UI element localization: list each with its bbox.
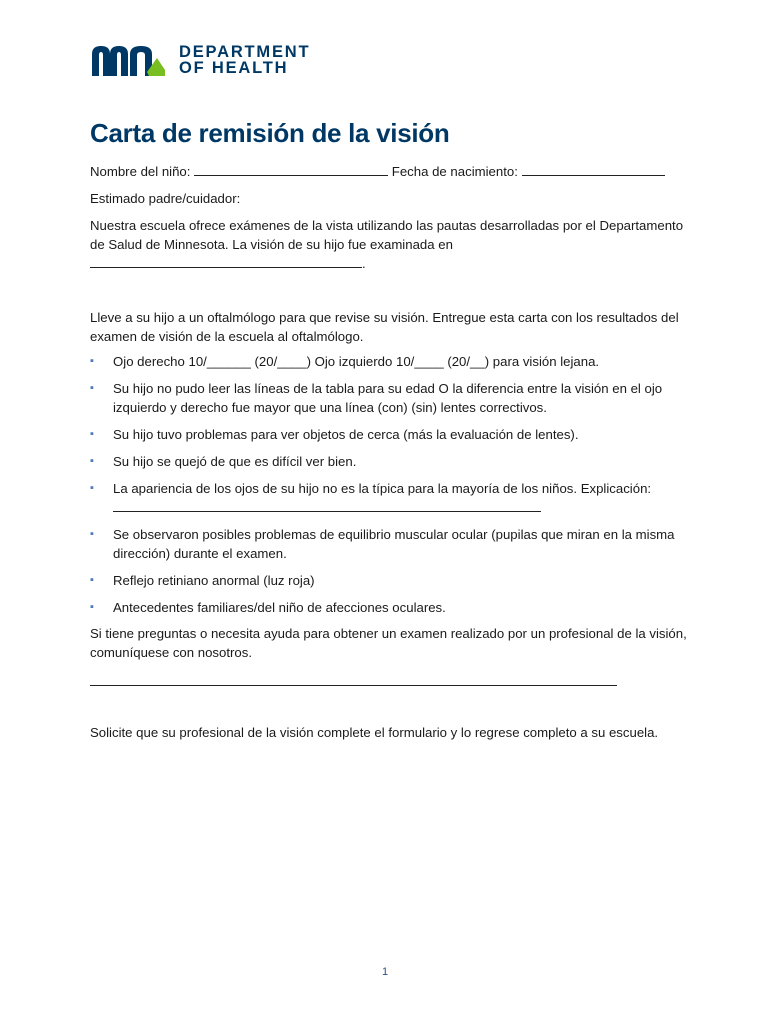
page-number: 1 bbox=[381, 966, 389, 978]
bullet-icon: ▪ bbox=[90, 482, 94, 494]
contact-info-field[interactable] bbox=[90, 685, 617, 686]
list-item-text: Su hijo tuvo problemas para ver objetos de cerca (más la evaluación de lentes). bbox=[113, 427, 579, 442]
greeting: Estimado padre/cuidador: bbox=[90, 191, 241, 206]
list-item-text: Antecedentes familiares/del niño de afecciones oculares. bbox=[113, 600, 446, 615]
logo-line-1: DEPARTMENT bbox=[179, 43, 311, 61]
list-item-text: Reflejo retiniano anormal (luz roja) bbox=[113, 573, 315, 588]
intro-paragraph bbox=[90, 216, 690, 273]
list-item-text: Ojo derecho 10/______ (20/____) Ojo izquierdo 10/____ (20/__) para visión lejana. bbox=[113, 354, 600, 369]
bullet-icon: ▪ bbox=[90, 574, 94, 586]
child-name-field[interactable] bbox=[194, 163, 388, 176]
list-item-text: Se observaron posibles problemas de equilibrio muscular ocular (pupilas que miran en la misma dirección) durante el examen. bbox=[113, 527, 675, 561]
bullet-icon: ▪ bbox=[90, 601, 94, 613]
intro-text: Nuestra escuela ofrece exámenes de la vista utilizando las pautas desarrolladas por el Departamento de Salud de Minnesota. La visión de su hijo fue examinada en bbox=[90, 218, 684, 252]
bullet-icon: ▪ bbox=[90, 382, 94, 394]
explanation-field[interactable] bbox=[113, 499, 541, 512]
birthdate-label: Fecha de nacimiento: bbox=[391, 164, 518, 179]
birthdate-field[interactable] bbox=[522, 163, 665, 176]
list-item bbox=[90, 525, 690, 563]
list-item bbox=[90, 379, 690, 417]
instruction-paragraph: Lleve a su hijo a un oftalmólogo para que revise su visión. Entregue esta carta con los resultados del examen de visión de la escuela al oftalmólogo. bbox=[90, 310, 679, 344]
mn-logo-icon bbox=[90, 44, 168, 76]
list-item-text: Su hijo no pudo leer las líneas de la tabla para su edad O la diferencia entre la visión en el ojo izquierdo y derecho fue mayor que una línea (con) (sin) lentes correctivos. bbox=[113, 381, 663, 415]
bullet-icon: ▪ bbox=[90, 428, 94, 440]
mdh-logo bbox=[90, 44, 310, 76]
intro-end: . bbox=[362, 256, 366, 271]
list-item bbox=[90, 479, 690, 517]
list-item-text: Su hijo se quejó de que es difícil ver bien. bbox=[113, 454, 357, 469]
bullet-icon: ▪ bbox=[90, 355, 94, 367]
logo-text bbox=[179, 44, 310, 76]
bullet-icon: ▪ bbox=[90, 455, 94, 467]
exam-date-field[interactable] bbox=[90, 255, 362, 268]
list-item bbox=[90, 598, 690, 617]
child-info-line bbox=[90, 162, 665, 181]
list-item bbox=[90, 425, 690, 444]
list-item-text: La apariencia de los ojos de su hijo no es la típica para la mayoría de los niños. Explicación: bbox=[113, 481, 652, 496]
contact-paragraph: Si tiene preguntas o necesita ayuda para obtener un examen realizado por un profesional de la visión, comuníquese con nosotros. bbox=[90, 626, 687, 660]
child-name-label: Nombre del niño: bbox=[90, 164, 191, 179]
closing-paragraph: Solicite que su profesional de la visión complete el formulario y lo regrese completo a su escuela. bbox=[90, 725, 659, 740]
results-list bbox=[90, 352, 690, 625]
list-item bbox=[90, 571, 690, 590]
bullet-icon: ▪ bbox=[90, 528, 94, 540]
logo-line-2: OF HEALTH bbox=[179, 59, 289, 77]
list-item bbox=[90, 352, 690, 371]
list-item bbox=[90, 452, 690, 471]
page-title: Carta de remisión de la visión bbox=[90, 118, 450, 148]
